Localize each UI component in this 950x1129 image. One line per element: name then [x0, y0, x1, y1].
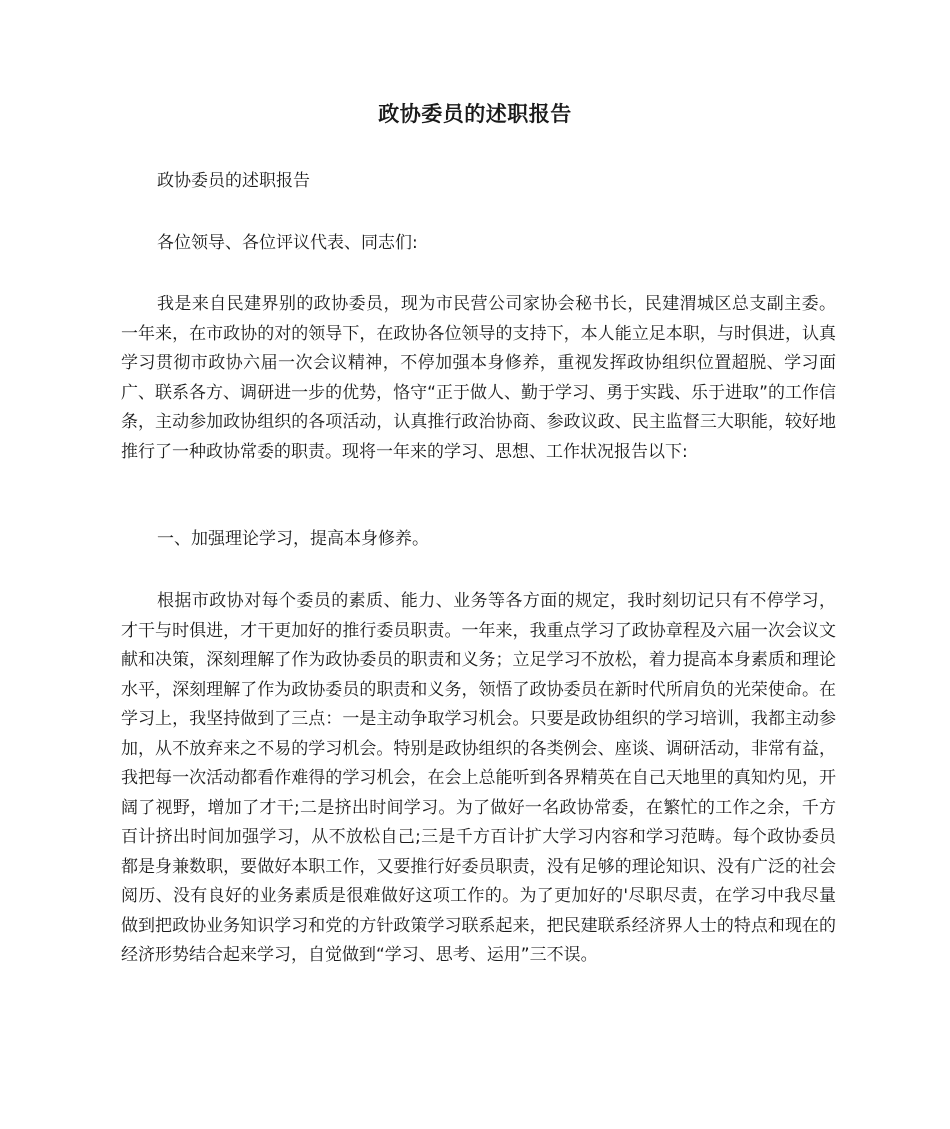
section-heading: 一、加强理论学习，提高本身修养。 [157, 529, 429, 549]
document-title: 政协委员的述职报告 [378, 102, 572, 126]
body-paragraph: 根据市政协对每个委员的素质、能力、业务等各方面的规定，我时刻切记只有不停学习，才干与时俱进，才干更加好的推行委员职责。一年来，我重点学习了政协章程及六届一次会议文献和决策，深刻理解了作为政协委员的职责和义务；立足学习不放松，着力提高本身素质和理论水平，深刻理解了作为政协委员的职责和义务，领悟了政协委员在新时代所肩负的光荣使命。在学习上，我坚持做到了三点：一是主动争取学习机会。只要是政协组织的学习培训，我都主动参加，从不放弃来之不易的学习机会。特别是政协组织的各类例会、座谈、调研活动，非常有益，我把每一次活动都看作难得的学习机会，在会上总能听到各界精英在自己天地里的真知灼见，开阔了视野，增加了才干;二是挤出时间学习。为了做好一名政协常委，在繁忙的工作之余，千方百计挤出时间加强学习，从不放松自己;三是千方百计扩大学习内容和学习范畴。每个政协委员都是身兼数职，要做好本职工作，又要推行好委员职责，没有足够的理论知识、没有广泛的社会阅历、没有良好的业务素质是很难做好这项工作的。为了更加好的'尽职尽责，在学习中我尽量做到把政协业务知识学习和党的方针政策学习联系起来，把民建联系经济界人士的特点和现在的经济形势结合起来学习，自觉做到“学习、思考、运用”三不误。 [121, 591, 836, 965]
subtitle-paragraph: 政协委员的述职报告 [157, 171, 310, 191]
salutation-paragraph: 各位领导、各位评议代表、同志们: [157, 233, 418, 253]
intro-paragraph: 我是来自民建界别的政协委员，现为市民营公司家协会秘书长，民建渭城区总支副主委。一年来，在市政协的对的领导下，在政协各位领导的支持下，本人能立足本职，与时俱进，认真学习贯彻市政协六届一次会议精神，不停加强本身修养，重视发挥政协组织位置超脱、学习面广、联系各方、调研进一步的优势，恪守“正于做人、勤于学习、勇于实践、乐于进取”的工作信条，主动参加政协组织的各项活动，认真推行政治协商、参政议政、民主监督三大职能，较好地推行了一种政协常委的职责。现将一年来的学习、思想、工作状况报告以下: [121, 294, 836, 462]
